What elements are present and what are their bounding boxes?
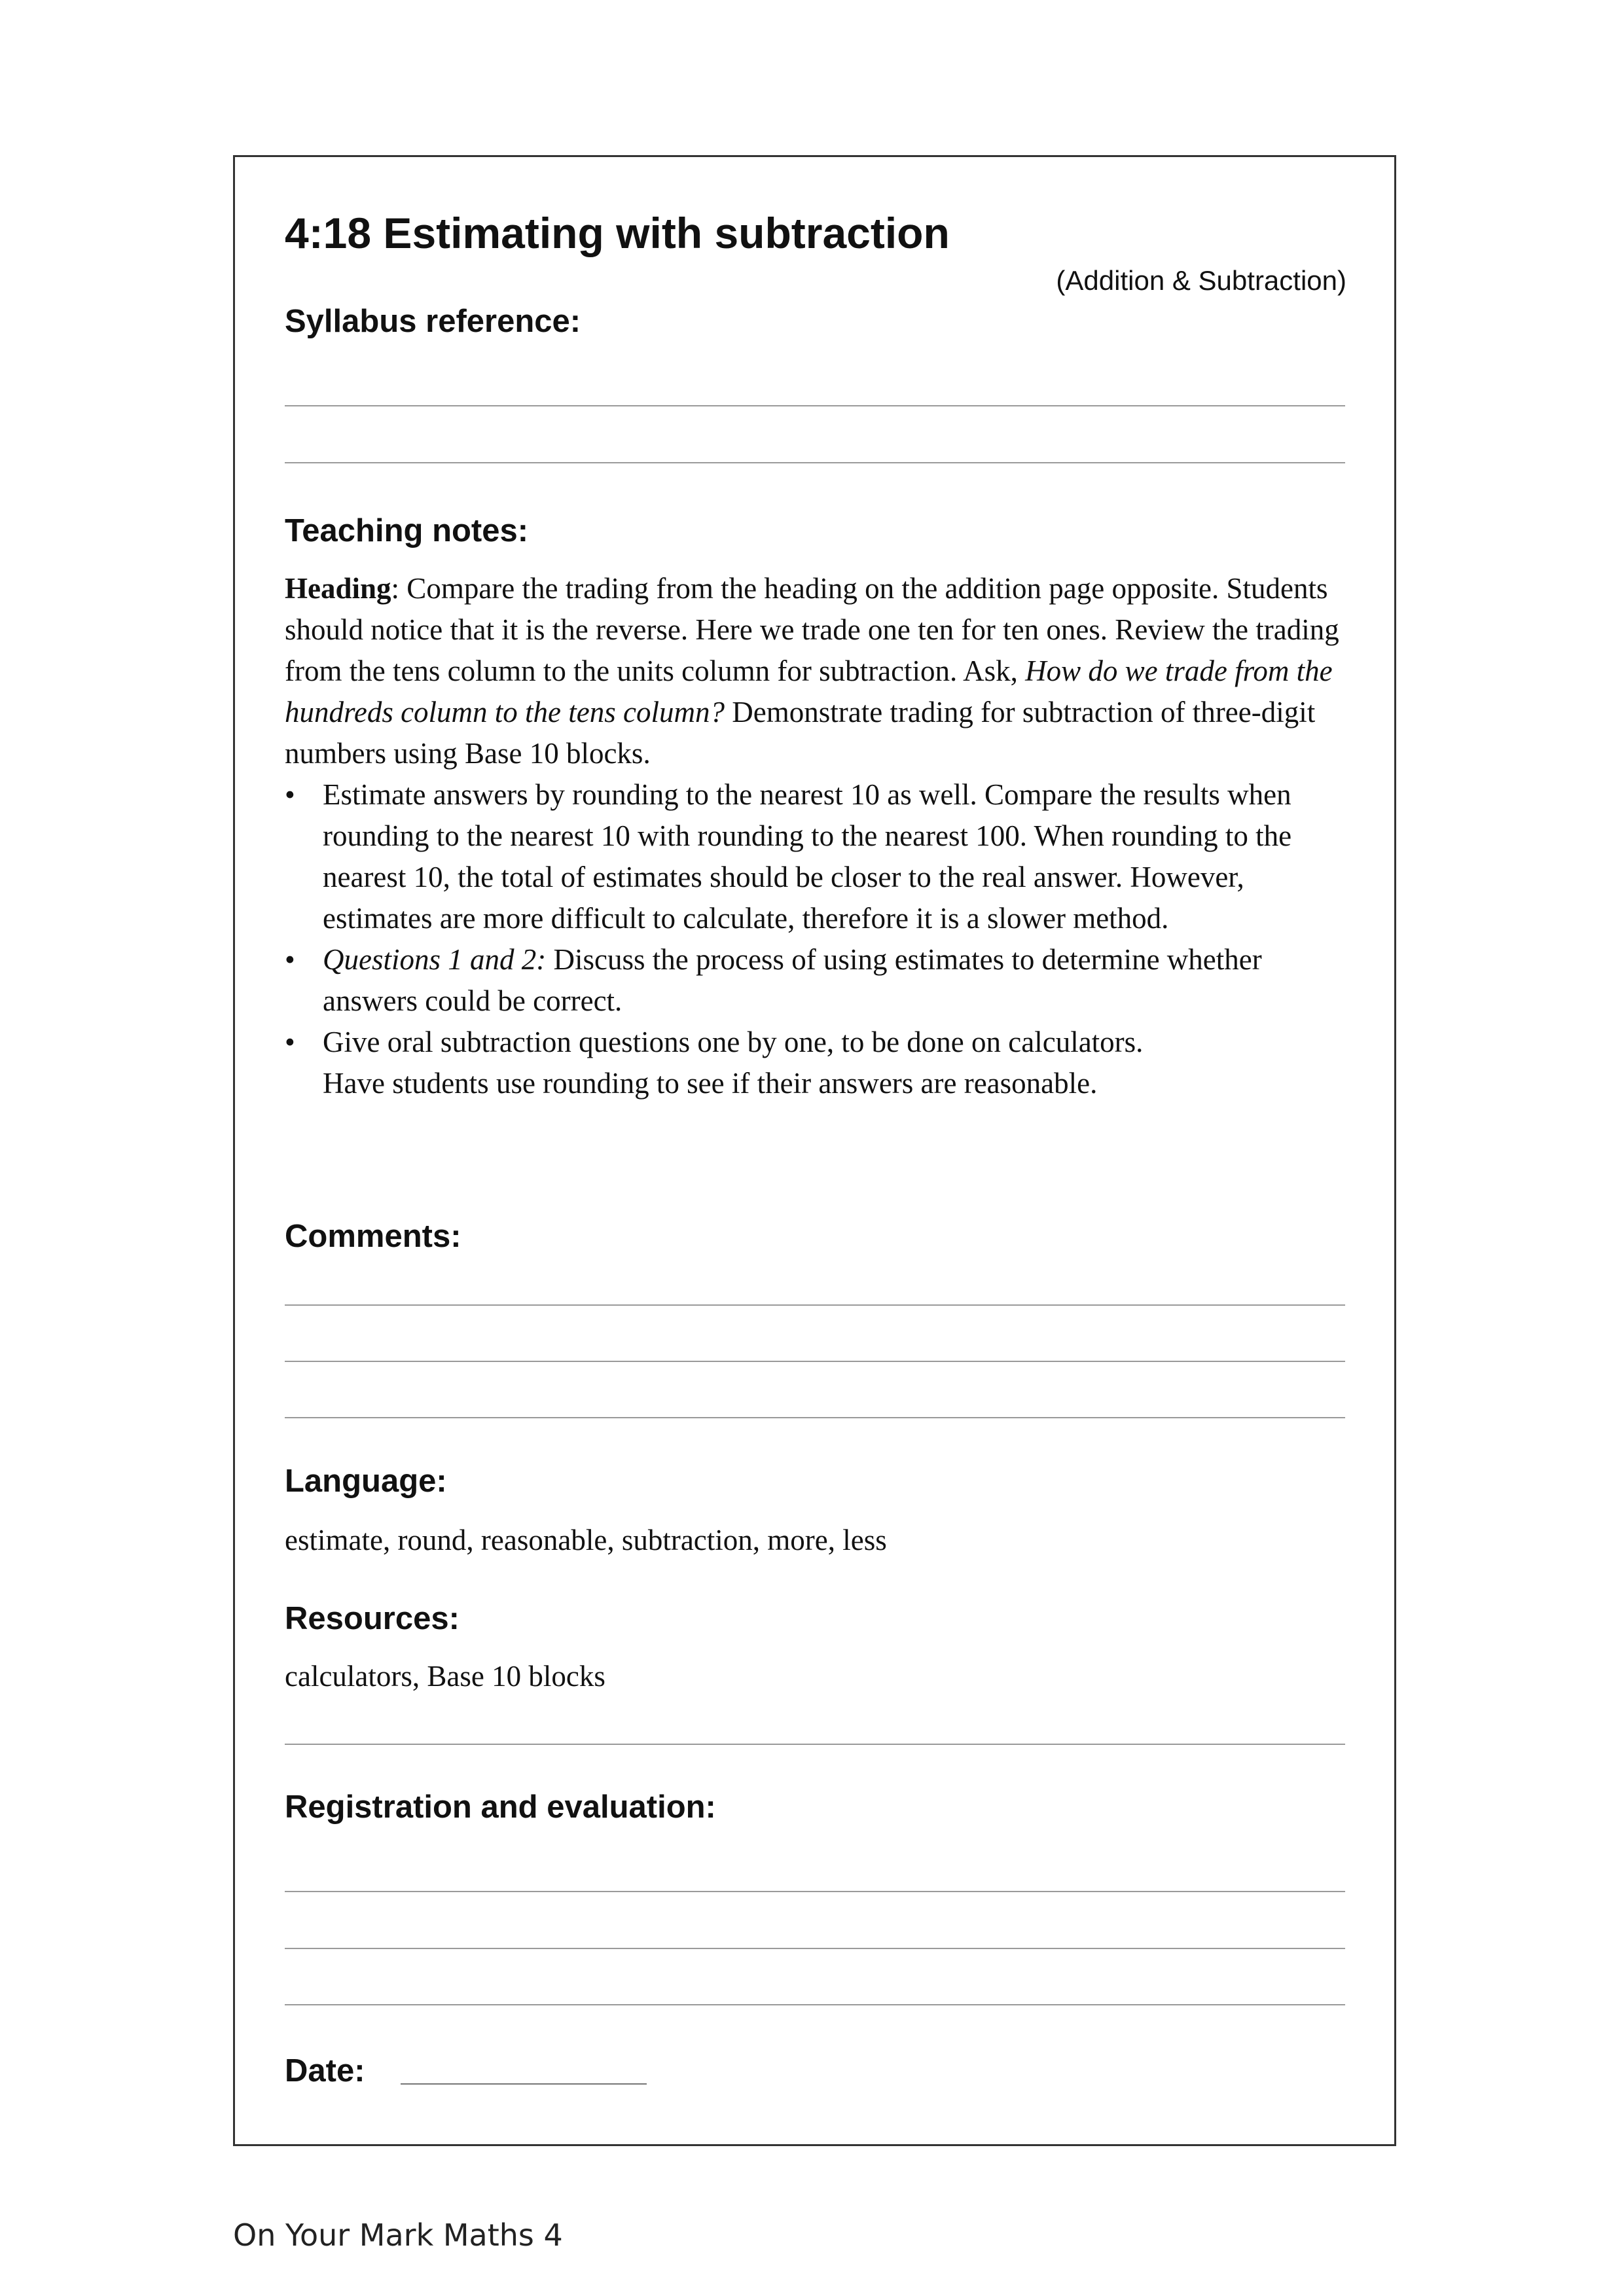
bullet-symbol: •: [285, 1026, 295, 1058]
teaching-notes-list: [285, 774, 1345, 1104]
syllabus-heading: Syllabus reference:: [285, 304, 581, 339]
comments-write-line-3: [285, 1417, 1345, 1418]
registration-write-line-1: [285, 1891, 1345, 1892]
comments-write-line-2: [285, 1361, 1345, 1362]
registration-heading: Registration and evaluation:: [285, 1789, 716, 1825]
bullet-symbol: •: [285, 943, 295, 976]
strand-label: (Addition & Subtraction): [1056, 265, 1346, 296]
footer-book-title: On Your Mark Maths 4: [233, 2217, 563, 2253]
bullet-text-line-2: Have students use rounding to see if their answers are reasonable.: [323, 1067, 1098, 1100]
bullet-text: Discuss the process of using estimates to determine whether answers could be correct.: [323, 943, 1262, 1017]
resources-text: calculators, Base 10 blocks: [285, 1660, 605, 1693]
teaching-notes-heading: Teaching notes:: [285, 513, 529, 548]
teaching-notes-intro: [285, 568, 1345, 774]
page-frame: [233, 155, 1396, 2146]
comments-write-line-1: [285, 1304, 1345, 1306]
list-item: [285, 774, 1345, 939]
resources-heading: Resources:: [285, 1601, 460, 1636]
bullet-label: Questions 1 and 2:: [323, 943, 547, 976]
date-write-line: [401, 2083, 647, 2085]
intro-text-1: : Compare the trading from the heading on the addition page opposite. Students should notice that it is the reverse. Here we trade one ten for ten ones. Review the trading from the tens column to the units column for subtraction. Ask,: [285, 572, 1339, 687]
language-heading: Language:: [285, 1463, 447, 1499]
date-label: Date:: [285, 2053, 365, 2089]
intro-question: How do we trade from the hundreds column to the tens column?: [285, 655, 1333, 728]
page-title: 4:18 Estimating with subtraction: [285, 209, 950, 257]
comments-heading: Comments:: [285, 1219, 461, 1254]
bullet-text: Estimate answers by rounding to the nearest 10 as well. Compare the results when rounding to the nearest 10 with rounding to the nearest 100. When rounding to the nearest 10, the total of estimates should be closer to the real answer. However, estimates are more difficult to calculate, therefore it is a slower method.: [323, 778, 1292, 935]
resources-divider: [285, 1744, 1345, 1745]
registration-write-line-3: [285, 2004, 1345, 2005]
bullet-symbol: •: [285, 778, 295, 811]
bullet-text-line-1: Give oral subtraction questions one by one, to be done on calculators.: [323, 1026, 1144, 1058]
language-text: estimate, round, reasonable, subtraction, more, less: [285, 1524, 887, 1556]
syllabus-write-line-1: [285, 405, 1345, 406]
registration-write-line-2: [285, 1948, 1345, 1949]
intro-label: Heading: [285, 572, 391, 605]
teaching-notes-body: [285, 568, 1345, 1104]
list-item: [285, 1022, 1345, 1104]
intro-text-2: Demonstrate trading for subtraction of three-digit numbers using Base 10 blocks.: [285, 696, 1316, 770]
syllabus-write-line-2: [285, 462, 1345, 463]
list-item: [285, 939, 1345, 1022]
